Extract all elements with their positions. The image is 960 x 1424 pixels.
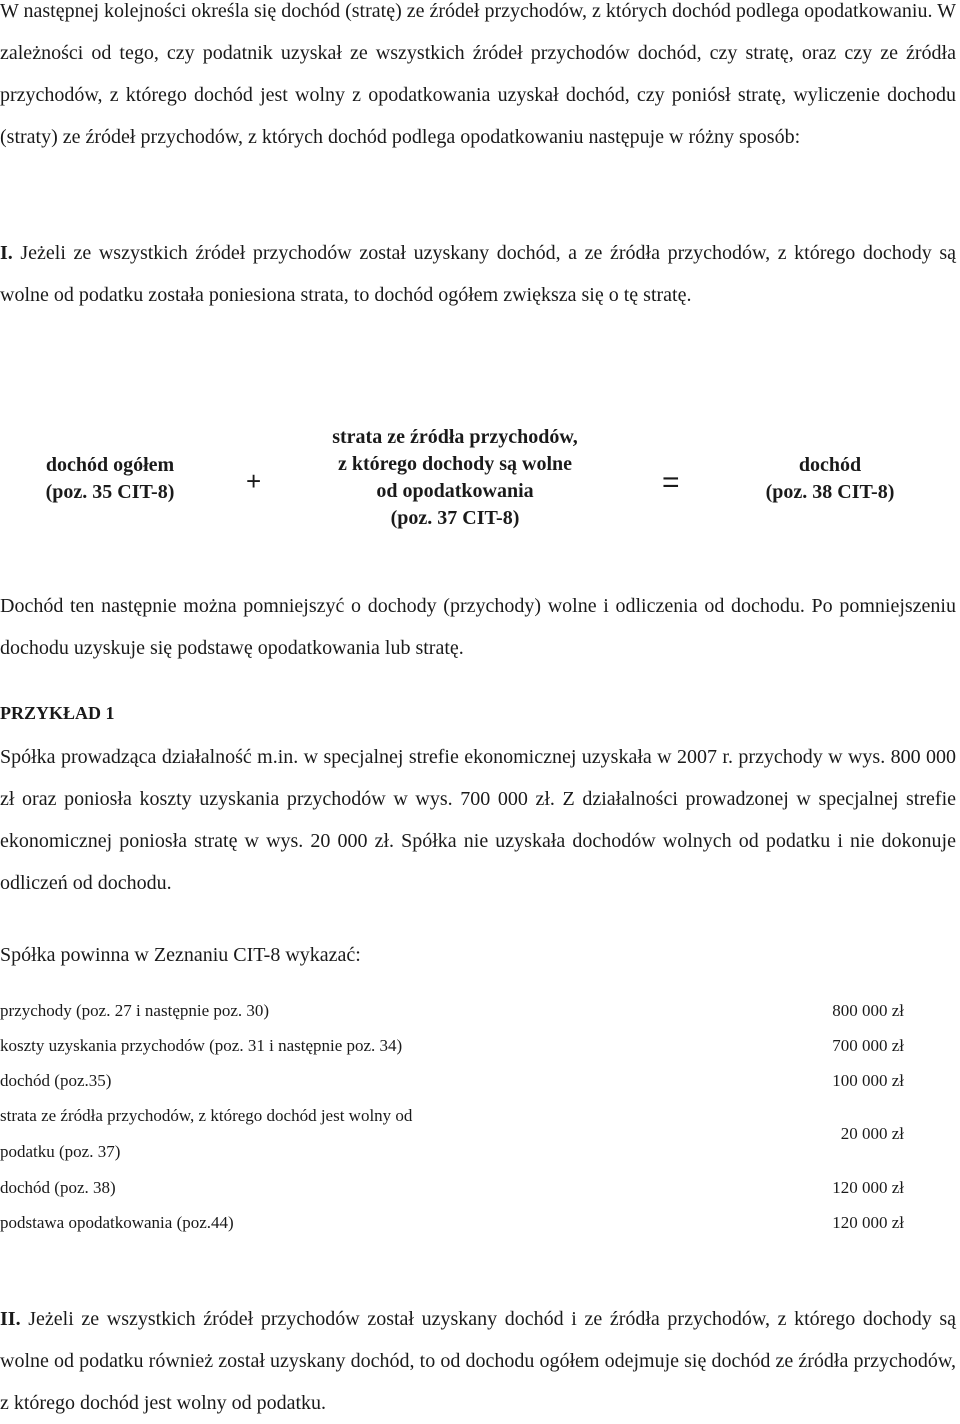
- formula-middle-line-4: (poz. 37 CIT-8): [390, 507, 520, 529]
- plus-sign: +: [246, 466, 262, 496]
- formula-left-line-2: (poz. 35 CIT-8): [45, 481, 175, 503]
- row-label-line-1: strata ze źródła przychodów, z którego dochód jest wolny od: [0, 1106, 413, 1125]
- row-label: koszty uzyskania przychodów (poz. 31 i następnie poz. 34): [0, 1036, 403, 1055]
- table-row: [0, 1205, 960, 1240]
- row-value: 20 000 zł: [840, 1124, 904, 1143]
- row-value: 800 000 zł: [832, 1001, 904, 1020]
- formula-middle-term: [280, 424, 630, 532]
- equals-sign: =: [662, 466, 680, 499]
- row-value: 120 000 zł: [832, 1213, 904, 1232]
- formula-middle-line-3: od opodatkowania: [376, 480, 534, 502]
- intro-paragraph: W następnej kolejności określa się dochód (stratę) ze źródeł przychodów, z których dochód podlega opodatkowaniu. W zależności od tego, czy podatnik uzyskał ze wszystkich źródeł przychodów dochód, czy stratę, oraz czy ze źródła przychodów, z którego dochód jest wolny z opodatkowania uzyskał dochód, czy poniósł stratę, wyliczenie dochodu (straty) ze źródeł przychodów, z których dochód podlega opodatkowaniu następuje w różny sposób:: [0, 0, 956, 148]
- row-label: przychody (poz. 27 i następnie poz. 30): [0, 1001, 270, 1020]
- section-2-paragraph: [0, 1298, 956, 1424]
- row-label-line-2: podatku (poz. 37): [0, 1142, 121, 1161]
- row-label: dochód (poz.35): [0, 1071, 112, 1090]
- summary-table: [0, 993, 960, 1240]
- row-value: 120 000 zł: [832, 1178, 904, 1197]
- formula-left-term: [10, 452, 210, 506]
- row-value: 100 000 zł: [832, 1071, 904, 1090]
- example-paragraph: Spółka prowadząca działalność m.in. w specjalnej strefie ekonomicznej uzyskała w 2007 r. przychody w wys. 800 000 zł oraz poniosła koszty uzyskania przychodów w wys. 700 000 zł. Z działalności prowadzonej w specjalnej strefie ekonomicznej poniosła stratę w wys. 20 000 zł. Spółka nie uzyskała dochodów wolnych od podatku i nie dokonuje odliczeń od dochodu.: [0, 746, 956, 894]
- formula-middle-line-2: z którego dochody są wolne: [337, 453, 573, 475]
- row-value: 700 000 zł: [832, 1036, 904, 1055]
- section-1-text: Jeżeli ze wszystkich źródeł przychodów został uzyskany dochód, a ze źródła przychodów, z którego dochody są wolne od podatku została poniesiona strata, to dochód ogółem zwiększa się o tę stratę.: [0, 242, 957, 306]
- row-label: podstawa opodatkowania (poz.44): [0, 1213, 234, 1232]
- formula-right-line-2: (poz. 38 CIT-8): [765, 481, 895, 503]
- table-row: [0, 993, 960, 1028]
- section-2-marker: II.: [0, 1308, 21, 1330]
- table-row: [0, 1063, 960, 1098]
- formula-right-term: [745, 452, 915, 506]
- formula-left-line-1: dochód ogółem: [45, 454, 175, 476]
- table-row: [0, 1170, 960, 1205]
- example-lead: Spółka powinna w Zeznaniu CIT-8 wykazać:: [0, 944, 361, 966]
- row-label: dochód (poz. 38): [0, 1178, 116, 1197]
- section-2-text: Jeżeli ze wszystkich źródeł przychodów został uzyskany dochód i ze źródła przychodów, z którego dochody są wolne od podatku również został uzyskany dochód, to od dochodu ogółem odejmuje się dochód ze źródła przychodów, z którego dochód jest wolny od podatku.: [0, 1308, 957, 1414]
- after-formula-paragraph: Dochód ten następnie można pomniejszyć o dochody (przychody) wolne i odliczenia od dochodu. Po pomniejszeniu dochodu uzyskuje się podstawę opodatkowania lub stratę.: [0, 595, 956, 659]
- table-row: [0, 1028, 960, 1063]
- section-1-paragraph: [0, 232, 956, 316]
- table-row: [0, 1098, 960, 1170]
- formula-right-line-1: dochód: [798, 454, 862, 476]
- example-heading: PRZYKŁAD 1: [0, 703, 115, 723]
- formula-middle-line-1: strata ze źródła przychodów,: [332, 426, 578, 448]
- section-1-marker: I.: [0, 242, 13, 264]
